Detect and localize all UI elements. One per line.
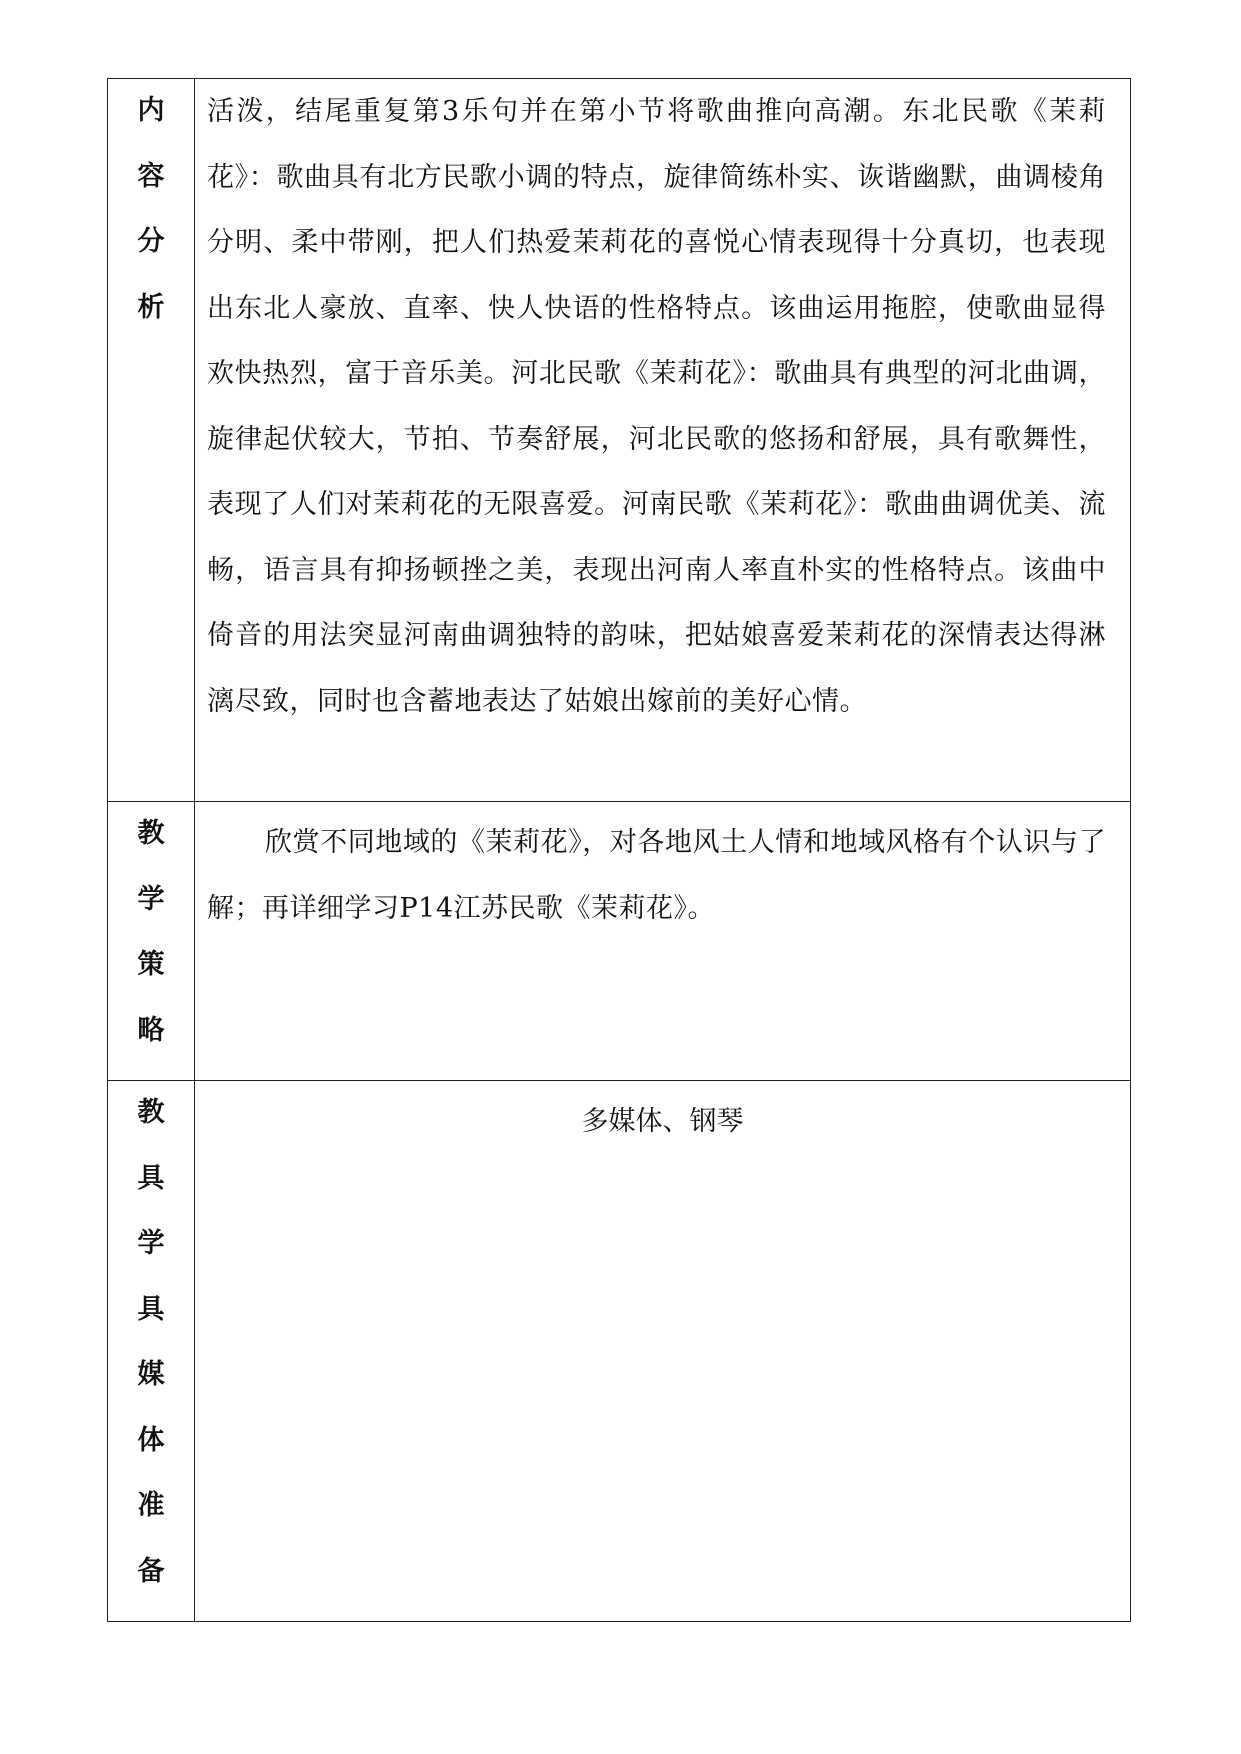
label-char: 内 — [137, 95, 165, 126]
label-char: 分 — [137, 226, 165, 257]
row-label-cell — [108, 802, 195, 1081]
label-char: 教 — [137, 818, 165, 849]
label-char: 学 — [137, 883, 165, 915]
table-row-teaching-strategy — [108, 802, 1131, 1081]
label-char: 准 — [137, 1490, 165, 1521]
content-cell — [195, 802, 1131, 1081]
row-label-content-analysis — [108, 79, 194, 353]
row-label-cell — [108, 1081, 195, 1622]
label-char: 具 — [137, 1162, 165, 1194]
teaching-strategy-text: 欣赏不同地域的《茉莉花》，对各地风土人情和地域风格有个认识与了解；再详细学习P14江苏民歌《茉莉花》。 — [207, 827, 1106, 924]
label-char: 备 — [137, 1555, 165, 1587]
content-cell — [195, 79, 1131, 802]
label-char: 教 — [137, 1097, 165, 1128]
table-row-content-analysis — [108, 79, 1131, 802]
label-char: 媒 — [137, 1359, 165, 1390]
label-char: 策 — [137, 949, 165, 980]
label-char: 析 — [137, 291, 165, 323]
label-char: 具 — [137, 1293, 165, 1325]
row-label-teaching-materials — [108, 1081, 194, 1617]
label-char: 体 — [137, 1424, 165, 1456]
label-char: 容 — [137, 160, 165, 192]
label-char: 略 — [137, 1014, 165, 1046]
content-cell — [195, 1081, 1131, 1622]
row-label-teaching-strategy — [108, 802, 194, 1076]
table-row-teaching-materials — [108, 1081, 1131, 1622]
row-label-cell — [108, 79, 195, 802]
lesson-plan-table — [107, 78, 1131, 1622]
content-analysis-text: 活泼，结尾重复第3乐句并在第小节将歌曲推向高潮。东北民歌《茉莉花》：歌曲具有北方民歌小调的特点，旋律简练朴实、诙谐幽默，曲调棱角分明、柔中带刚，把人们热爱茉莉花的喜悦心情表现得十分真切，也表现出东北人豪放、直率、快人快语的性格特点。该曲运用拖腔，使歌曲显得欢快热烈，富于音乐美。河北民歌《茉莉花》：歌曲具有典型的河北曲调，旋律起伏较大，节拍、节奏舒展，河北民歌的悠扬和舒展，具有歌舞性，表现了人们对茉莉花的无限喜爱。河南民歌《茉莉花》：歌曲曲调优美、流畅，语言具有抑扬顿挫之美，表现出河南人率直朴实的性格特点。该曲中倚音的用法突显河南曲调独特的韵味，把姑娘喜爱茉莉花的深情表达得淋漓尽致，同时也含蓄地表达了姑娘出嫁前的美好心情。 — [207, 96, 1106, 717]
teaching-materials-text: 多媒体、钢琴 — [581, 1106, 744, 1137]
label-char: 学 — [137, 1228, 165, 1259]
